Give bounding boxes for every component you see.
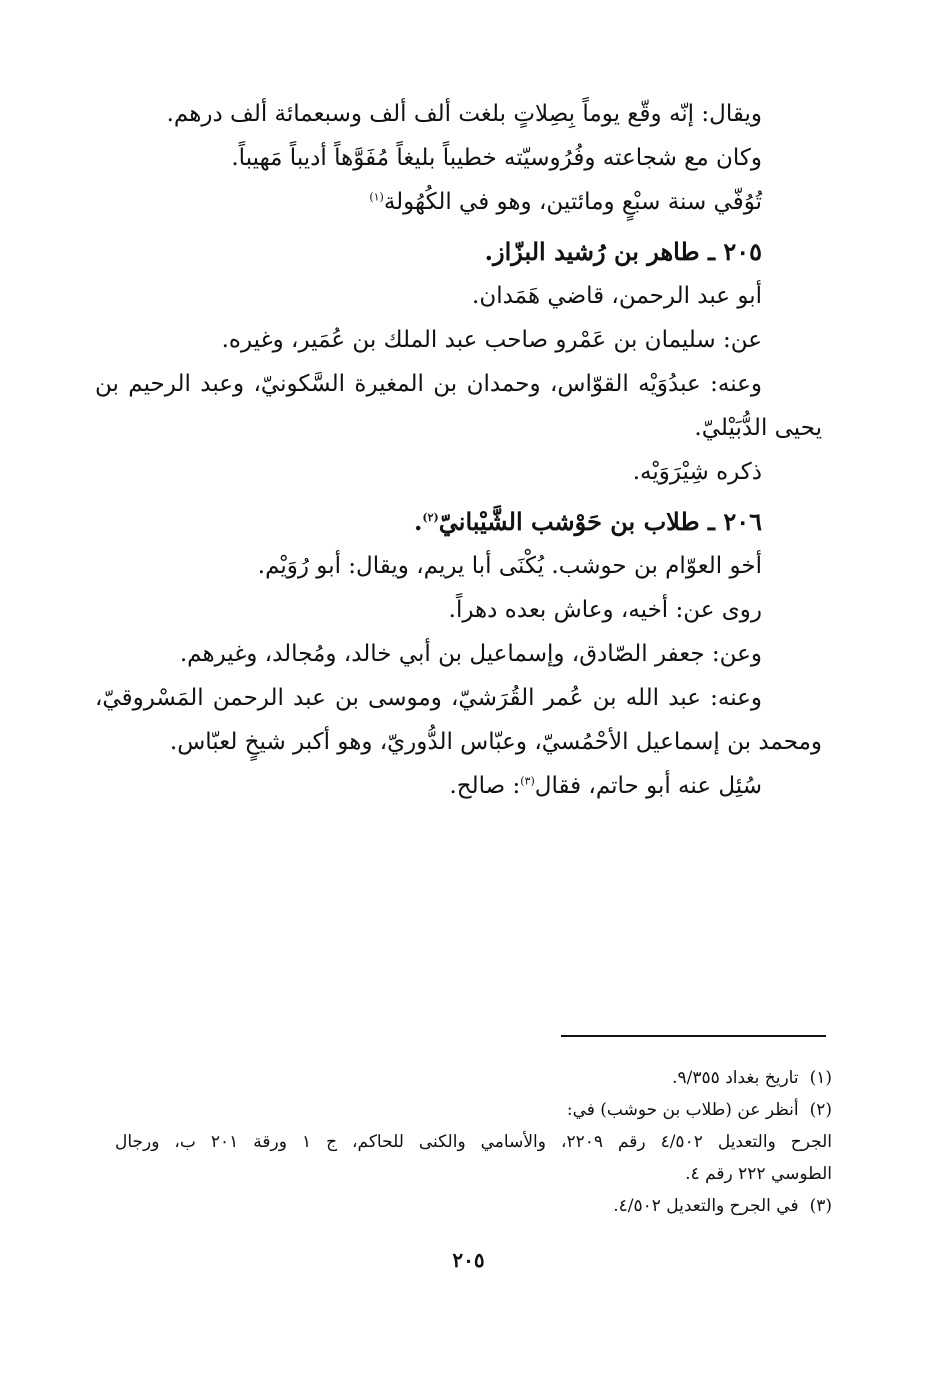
text-line: ويقال: إنّه وقّع يوماً بِصِلاتٍ بلغت ألف ألف وسبعمائة ألف درهم. [166,101,762,127]
text-line: وعنه: عبد الله بن عُمر القُرَشيّ، وموسى بن عبد الرحمن المَسْروقيّ، [95,685,762,711]
footnote-2-detail: الجرح والتعديل ٤/٥٠٢ رقم ٢٢٠٩، والأسامي والكنى للحاكم، ج ١ ورقة ٢٠١ ب، ورجال [115,1132,833,1152]
text-segment: تُوُفّي سنة سبْعٍ ومائتين، وهو في الكُهُولة [383,189,762,215]
text-line: عن: سليمان بن عَمْرو صاحب عبد الملك بن عُمَير، وغيره. [221,327,762,353]
footnote-number: (٢) [809,1100,832,1120]
main-text [95,92,822,808]
footnotes [115,1062,832,1222]
footnote-2 [115,1094,832,1126]
entry-heading-206 [95,500,762,544]
text-line: أبو عبد الرحمن، قاضي هَمَدان. [472,283,762,309]
text-line: وعن: جعفر الصّادق، وإسماعيل بن أبي خالد، ومُجالد، وغيرهم. [179,641,762,667]
text-line: ومحمد بن إسماعيل الأحْمُسيّ، وعبّاس الدُّوريّ، وهو أكبر شيخٍ لعبّاس. [169,729,822,755]
footnote-mark: (١) [369,190,384,204]
text-line [95,180,762,224]
text-line: وعنه: عبدُوَيْه القوّاس، وحمدان بن المغيرة السَّكونيّ، وعبد الرحيم بن [95,371,762,397]
footnote-text: في الجرح والتعديل ٤/٥٠٢. [613,1196,799,1216]
page-number: ٢٠٥ [452,1248,485,1272]
text-line [95,764,762,808]
heading-period: . [414,507,423,536]
footnote-2-detail: الطوسي ٢٢٢ رقم ٤. [685,1164,832,1184]
text-segment: : صالح. [449,773,521,799]
text-line: وكان مع شجاعته وفُرُوسيّته خطيباً بليغاً مُفَوَّهاً أديباً مَهيباً. [231,145,762,171]
footnote-1 [115,1062,832,1094]
footnote-text: تاريخ بغداد ٩/٣٥٥. [672,1068,799,1088]
footnote-mark: (٣) [520,774,535,788]
text-line: يحيى الدُّبَيْليّ. [694,415,822,441]
heading-text: ٢٠٦ ـ طلاب بن حَوْشب الشَّيْبانيّ [438,507,762,536]
text-line: أخو العوّام بن حوشب. يُكْنَى أبا يريم، ويقال: أبو رُوَيْم. [257,553,762,579]
footnote-text: أنظر عن (طلاب بن حوشب) في: [566,1100,799,1120]
footnote-3 [115,1190,832,1222]
footnote-separator [561,1035,826,1037]
text-segment: سُئِل عنه أبو حاتم، فقال [534,773,762,799]
footnote-number: (١) [809,1068,832,1088]
text-line: روى عن: أخيه، وعاش بعده دهراً. [448,597,762,623]
footnote-number: (٣) [809,1196,832,1216]
footnote-mark: (٢) [422,511,439,524]
entry-heading-205: ٢٠٥ ـ طاهر بن رُشيد البزّاز. [484,237,762,266]
text-line: ذكره شِيْرَوَيْه. [632,459,762,485]
